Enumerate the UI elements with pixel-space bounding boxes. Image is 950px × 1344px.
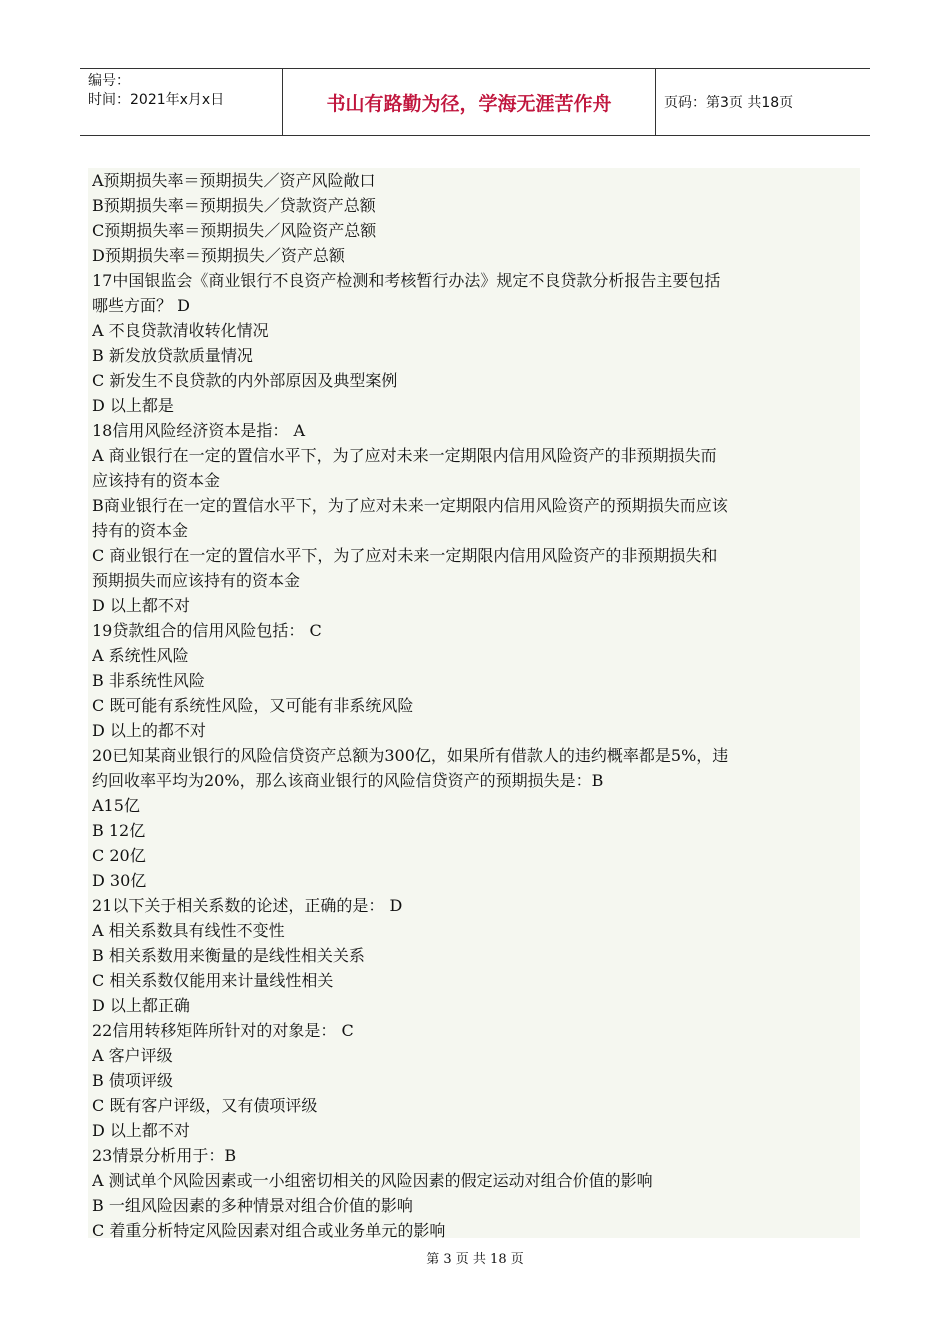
document-date-label: 时间：2021年x月x日 [88,92,225,108]
page-header [80,68,870,136]
text-line: B 非系统性风险 [92,671,205,690]
text-line: D预期损失率＝预期损失／资产总额 [92,246,345,265]
text-line: A 测试单个风险因素或一小组密切相关的风险因素的假定运动对组合价值的影响 [92,1171,653,1190]
text-line: D 以上的都不对 [92,721,206,740]
text-line: A 系统性风险 [92,646,189,665]
text-line: 23情景分析用于：B [92,1146,237,1165]
text-line: C 新发生不良贷款的内外部原因及典型案例 [92,371,398,390]
text-line: D 以上都是 [92,396,174,415]
text-line: C 着重分析特定风险因素对组合或业务单元的影响 [92,1221,446,1240]
page-footer: 第 3 页 共 18 页 [426,1252,524,1267]
text-line: B预期损失率＝预期损失／贷款资产总额 [92,196,376,215]
text-line: 预期损失而应该持有的资本金 [92,571,301,590]
text-line: A 不良贷款清收转化情况 [92,321,269,340]
header-left-cell [80,69,283,135]
text-line: C 20亿 [92,846,146,865]
text-line: B 相关系数用来衡量的是线性相关关系 [92,946,365,965]
text-line: B 新发放贷款质量情况 [92,346,253,365]
text-line: D 30亿 [92,871,147,890]
text-line: 哪些方面？ D [92,296,190,315]
text-line: B商业银行在一定的置信水平下，为了应对未来一定期限内信用风险资产的预期损失而应该 [92,496,728,515]
text-line: A 商业银行在一定的置信水平下，为了应对未来一定期限内信用风险资产的非预期损失而 [92,446,717,465]
text-line: A 相关系数具有线性不变性 [92,921,285,940]
text-line: 20已知某商业银行的风险信贷资产总额为300亿，如果所有借款人的违约概率都是5%，违 [92,746,729,765]
text-line: A预期损失率＝预期损失／资产风险敞口 [92,171,376,190]
text-line: B 12亿 [92,821,146,840]
text-line: A15亿 [92,796,140,815]
text-line: 21以下关于相关系数的论述，正确的是： D [92,896,403,915]
text-line: C 相关系数仅能用来计量线性相关 [92,971,334,990]
header-motto: 书山有路勤为径，学海无涯苦作舟 [283,69,656,135]
document-body [88,168,860,1238]
text-line: 17中国银监会《商业银行不良资产检测和考核暂行办法》规定不良贷款分析报告主要包括 [92,271,721,290]
text-line: C 既有客户评级，又有债项评级 [92,1096,318,1115]
text-line: 18信用风险经济资本是指： A [92,421,306,440]
text-line: B 一组风险因素的多种情景对组合价值的影响 [92,1196,413,1215]
text-line: 22信用转移矩阵所针对的对象是： C [92,1021,354,1040]
document-number-label: 编号： [88,73,130,89]
text-line: 约回收率平均为20%，那么该商业银行的风险信贷资产的预期损失是：B [92,771,604,790]
text-line: 19贷款组合的信用风险包括： C [92,621,322,640]
text-line: B 债项评级 [92,1071,173,1090]
text-line: A 客户评级 [92,1046,173,1065]
text-line: 应该持有的资本金 [92,471,221,490]
header-page-info: 页码：第3页 共18页 [664,95,794,111]
text-line: D 以上都正确 [92,996,190,1015]
text-line: C预期损失率＝预期损失／风险资产总额 [92,221,377,240]
text-line: 持有的资本金 [92,521,189,540]
text-line: C 既可能有系统性风险，又可能有非系统风险 [92,696,414,715]
text-line: C 商业银行在一定的置信水平下，为了应对未来一定期限内信用风险资产的非预期损失和 [92,546,718,565]
text-line: D 以上都不对 [92,596,190,615]
text-line: D 以上都不对 [92,1121,190,1140]
